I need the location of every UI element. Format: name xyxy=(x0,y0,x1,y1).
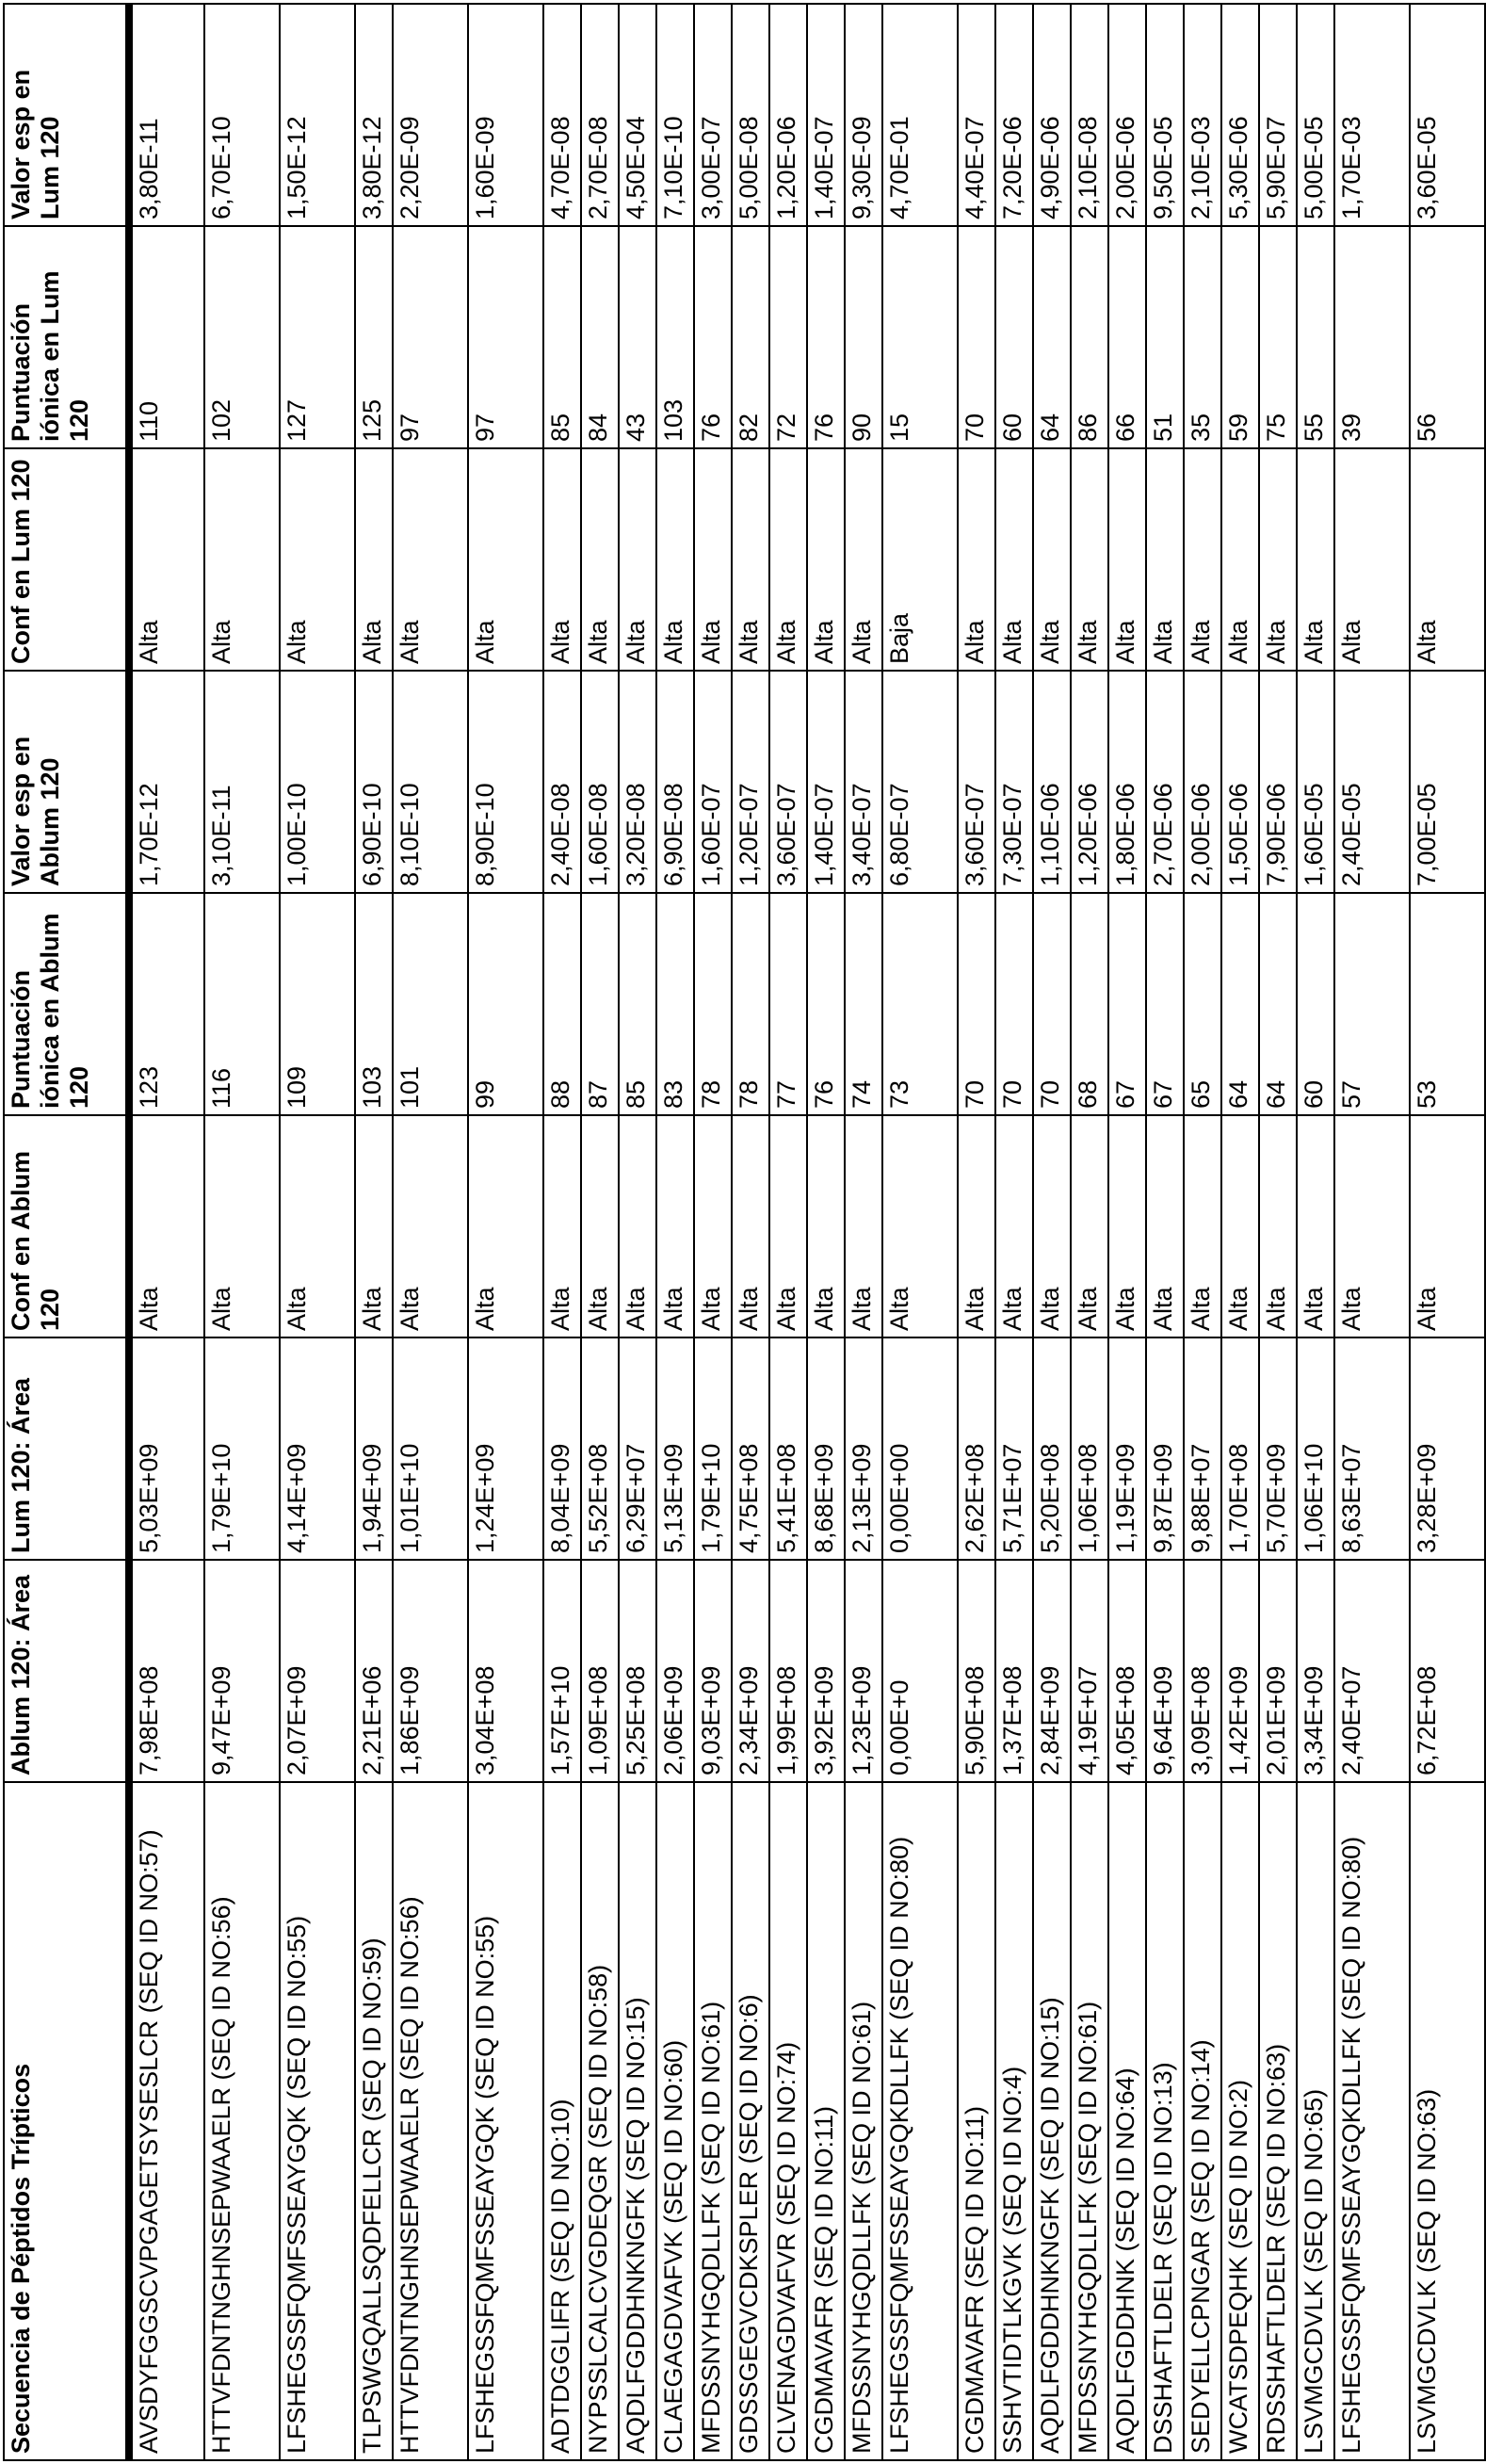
column-header: Secuencia de Péptidos Trípticos xyxy=(4,1782,129,2460)
table-cell: 53 xyxy=(1410,893,1485,1115)
table-cell: Alta xyxy=(845,1115,882,1337)
table-cell: 109 xyxy=(280,893,355,1115)
table-cell: 1,60E-09 xyxy=(468,4,543,226)
table-row xyxy=(958,4,995,2460)
table-cell: 1,20E-06 xyxy=(769,4,807,226)
table-cell: 4,90E-06 xyxy=(1033,4,1071,226)
table-cell: LFSHEGSSFQMFSSEAYGQKDLLFK (SEQ ID NO:80) xyxy=(1334,1782,1410,2460)
table-cell: 97 xyxy=(468,226,543,448)
table-cell: MFDSSNYHGQDLLFK (SEQ ID NO:61) xyxy=(1071,1782,1108,2460)
table-cell: Alta xyxy=(882,1115,958,1337)
table-cell: 1,20E-07 xyxy=(732,671,769,893)
table-cell: 5,70E+09 xyxy=(1259,1337,1297,1560)
table-row xyxy=(280,4,355,2460)
table-cell: 7,98E+08 xyxy=(129,1560,204,1782)
table-cell: 76 xyxy=(807,893,845,1115)
table-cell: AQDLFGDDHNK (SEQ ID NO:64) xyxy=(1108,1782,1146,2460)
table-cell: 5,13E+09 xyxy=(656,1337,694,1560)
table-cell: CLAEGAGDVAFVK (SEQ ID NO:60) xyxy=(656,1782,694,2460)
table-cell: 3,10E-11 xyxy=(204,671,280,893)
table-cell: 1,10E-06 xyxy=(1033,671,1071,893)
table-cell: 1,60E-08 xyxy=(581,671,619,893)
table-cell: 59 xyxy=(1221,226,1259,448)
table-cell: LFSHEGSSFQMFSSEAYGQK (SEQ ID NO:55) xyxy=(468,1782,543,2460)
table-cell: Alta xyxy=(393,1115,468,1337)
table-cell: 82 xyxy=(732,226,769,448)
table-cell: Alta xyxy=(1033,448,1071,671)
table-cell: 1,06E+08 xyxy=(1071,1337,1108,1560)
table-cell: 67 xyxy=(1108,893,1146,1115)
table-cell: 5,00E-08 xyxy=(732,4,769,226)
table-cell: 3,80E-11 xyxy=(129,4,204,226)
table-cell: 1,94E+09 xyxy=(355,1337,393,1560)
table-cell: Alta xyxy=(807,448,845,671)
table-cell: 1,00E-10 xyxy=(280,671,355,893)
table-cell: 9,50E-05 xyxy=(1146,4,1184,226)
table-cell: Alta xyxy=(1146,1115,1184,1337)
table-cell: 2,13E+09 xyxy=(845,1337,882,1560)
table-cell: 39 xyxy=(1334,226,1410,448)
table-cell: Alta xyxy=(129,1115,204,1337)
table-cell: 6,80E-07 xyxy=(882,671,958,893)
table-cell: 6,70E-10 xyxy=(204,4,280,226)
table-cell: 8,10E-10 xyxy=(393,671,468,893)
table-cell: 83 xyxy=(656,893,694,1115)
table-cell: 1,70E-03 xyxy=(1334,4,1410,226)
table-cell: 102 xyxy=(204,226,280,448)
table-cell: Alta xyxy=(1221,1115,1259,1337)
table-cell: 2,70E-06 xyxy=(1146,671,1184,893)
table-cell: 1,60E-05 xyxy=(1297,671,1334,893)
table-row xyxy=(581,4,619,2460)
table-row xyxy=(204,4,280,2460)
table-cell: 2,00E-06 xyxy=(1108,4,1146,226)
table-cell: Alta xyxy=(656,1115,694,1337)
table-cell: 84 xyxy=(581,226,619,448)
table-cell: 57 xyxy=(1334,893,1410,1115)
table-cell: Alta xyxy=(1297,1115,1334,1337)
table-cell: Alta xyxy=(581,1115,619,1337)
table-cell: 4,19E+07 xyxy=(1071,1560,1108,1782)
table-cell: 1,24E+09 xyxy=(468,1337,543,1560)
table-cell: ADTDGGLIFR (SEQ ID NO:10) xyxy=(543,1782,581,2460)
table-cell: LFSHEGSSFQMFSSEAYGQK (SEQ ID NO:55) xyxy=(280,1782,355,2460)
table-cell: 101 xyxy=(393,893,468,1115)
table-cell: 3,80E-12 xyxy=(355,4,393,226)
table-cell: CLVENAGDVAFVR (SEQ ID NO:74) xyxy=(769,1782,807,2460)
table-cell: 0,00E+00 xyxy=(882,1337,958,1560)
table-row xyxy=(619,4,656,2460)
table-cell: 123 xyxy=(129,893,204,1115)
table-cell: 3,60E-07 xyxy=(958,671,995,893)
table-cell: Alta xyxy=(393,448,468,671)
table-cell: 4,40E-07 xyxy=(958,4,995,226)
table-cell: 9,47E+09 xyxy=(204,1560,280,1782)
table-cell: 7,00E-05 xyxy=(1410,671,1485,893)
table-cell: 60 xyxy=(1297,893,1334,1115)
column-header: Ablum 120: Área xyxy=(4,1560,129,1782)
table-cell: Alta xyxy=(958,448,995,671)
table-cell: CGDMAVAFR (SEQ ID NO:11) xyxy=(958,1782,995,2460)
table-cell: 2,20E-09 xyxy=(393,4,468,226)
table-cell: 70 xyxy=(958,226,995,448)
table-cell: 1,70E-12 xyxy=(129,671,204,893)
table-cell: 43 xyxy=(619,226,656,448)
table-row xyxy=(656,4,694,2460)
table-cell: AVSDYFGGSCVPGAGETSYSESLCR (SEQ ID NO:57) xyxy=(129,1782,204,2460)
table-row xyxy=(694,4,732,2460)
table-cell: 55 xyxy=(1297,226,1334,448)
table-cell: 5,20E+08 xyxy=(1033,1337,1071,1560)
table-cell: 5,00E-05 xyxy=(1297,4,1334,226)
table-cell: 103 xyxy=(355,893,393,1115)
table-cell: 70 xyxy=(1033,893,1071,1115)
table-cell: 1,50E-12 xyxy=(280,4,355,226)
table-cell: Alta xyxy=(1410,1115,1485,1337)
table-cell: 2,70E-08 xyxy=(581,4,619,226)
table-cell: Baja xyxy=(882,448,958,671)
table-row xyxy=(1071,4,1108,2460)
table-cell: 6,72E+08 xyxy=(1410,1560,1485,1782)
table-cell: Alta xyxy=(694,1115,732,1337)
table-cell: 99 xyxy=(468,893,543,1115)
table-cell: 8,68E+09 xyxy=(807,1337,845,1560)
table-cell: 15 xyxy=(882,226,958,448)
table-cell: 127 xyxy=(280,226,355,448)
table-cell: 87 xyxy=(581,893,619,1115)
table-cell: 64 xyxy=(1221,893,1259,1115)
table-cell: 2,40E-05 xyxy=(1334,671,1410,893)
table-cell: 76 xyxy=(694,226,732,448)
table-cell: 1,79E+10 xyxy=(694,1337,732,1560)
table-cell: 3,92E+09 xyxy=(807,1560,845,1782)
table-cell: 1,19E+09 xyxy=(1108,1337,1146,1560)
table-cell: Alta xyxy=(1334,1115,1410,1337)
table-cell: Alta xyxy=(1184,1115,1221,1337)
table-cell: 5,30E-06 xyxy=(1221,4,1259,226)
table-cell: 5,90E-07 xyxy=(1259,4,1297,226)
table-cell: Alta xyxy=(543,448,581,671)
table-cell: 2,62E+08 xyxy=(958,1337,995,1560)
table-cell: Alta xyxy=(732,1115,769,1337)
table-cell: 73 xyxy=(882,893,958,1115)
table-cell: 2,40E-08 xyxy=(543,671,581,893)
table-cell: Alta xyxy=(355,448,393,671)
table-cell: 103 xyxy=(656,226,694,448)
table-cell: 68 xyxy=(1071,893,1108,1115)
table-cell: 3,20E-08 xyxy=(619,671,656,893)
table-cell: 85 xyxy=(543,226,581,448)
table-cell: 3,04E+08 xyxy=(468,1560,543,1782)
table-cell: 2,84E+09 xyxy=(1033,1560,1071,1782)
table-cell: 1,23E+09 xyxy=(845,1560,882,1782)
table-row xyxy=(1184,4,1221,2460)
table-cell: 1,09E+08 xyxy=(581,1560,619,1782)
table-cell: SEDYELLCPNGAR (SEQ ID NO:14) xyxy=(1184,1782,1221,2460)
table-cell: 78 xyxy=(732,893,769,1115)
table-cell: Alta xyxy=(619,1115,656,1337)
table-cell: 8,90E-10 xyxy=(468,671,543,893)
table-cell: 9,30E-09 xyxy=(845,4,882,226)
table-cell: 9,88E+07 xyxy=(1184,1337,1221,1560)
table-cell: 2,21E+06 xyxy=(355,1560,393,1782)
table-cell: Alta xyxy=(1259,448,1297,671)
table-cell: GDSSGEGVCDKSPLER (SEQ ID NO:6) xyxy=(732,1782,769,2460)
table-cell: 4,05E+08 xyxy=(1108,1560,1146,1782)
table-cell: 7,10E-10 xyxy=(656,4,694,226)
table-cell: 2,40E+07 xyxy=(1334,1560,1410,1782)
table-cell: 3,28E+09 xyxy=(1410,1337,1485,1560)
table-cell: 1,60E-07 xyxy=(694,671,732,893)
table-cell: 4,75E+08 xyxy=(732,1337,769,1560)
column-header: Conf en Lum 120 xyxy=(4,448,129,671)
table-cell: NYPSSLCALCVGDEQGR (SEQ ID NO:58) xyxy=(581,1782,619,2460)
table-cell: 67 xyxy=(1146,893,1184,1115)
column-header: Puntuación iónica en Ablum 120 xyxy=(4,893,129,1115)
table-cell: 4,70E-08 xyxy=(543,4,581,226)
table-cell: 7,30E-07 xyxy=(995,671,1033,893)
table-cell: Alta xyxy=(995,448,1033,671)
table-cell: 1,57E+10 xyxy=(543,1560,581,1782)
table-cell: 3,60E-05 xyxy=(1410,4,1485,226)
table-cell: Alta xyxy=(958,1115,995,1337)
table-cell: 56 xyxy=(1410,226,1485,448)
table-cell: 1,06E+10 xyxy=(1297,1337,1334,1560)
table-row xyxy=(1259,4,1297,2460)
table-cell: RDSSHAFTLDELR (SEQ ID NO:63) xyxy=(1259,1782,1297,2460)
table-cell: 4,70E-01 xyxy=(882,4,958,226)
column-header: Puntuación iónica en Lum 120 xyxy=(4,226,129,448)
table-body xyxy=(129,4,1485,2460)
table-cell: Alta xyxy=(204,1115,280,1337)
table-cell: MFDSSNYHGQDLLFK (SEQ ID NO:61) xyxy=(694,1782,732,2460)
table-cell: 72 xyxy=(769,226,807,448)
table-cell: 5,90E+08 xyxy=(958,1560,995,1782)
table-row xyxy=(1108,4,1146,2460)
table-cell: 2,10E-03 xyxy=(1184,4,1221,226)
table-cell: 86 xyxy=(1071,226,1108,448)
table-cell: 7,90E-06 xyxy=(1259,671,1297,893)
table-cell: Alta xyxy=(1297,448,1334,671)
table-cell: 60 xyxy=(995,226,1033,448)
table-cell: 97 xyxy=(393,226,468,448)
table-cell: Alta xyxy=(1071,448,1108,671)
table-cell: 75 xyxy=(1259,226,1297,448)
table-cell: 6,29E+07 xyxy=(619,1337,656,1560)
table-cell: Alta xyxy=(694,448,732,671)
table-cell: 66 xyxy=(1108,226,1146,448)
table-cell: Alta xyxy=(619,448,656,671)
table-cell: Alta xyxy=(1221,448,1259,671)
table-cell: 116 xyxy=(204,893,280,1115)
table-cell: Alta xyxy=(1071,1115,1108,1337)
table-cell: 0,00E+0 xyxy=(882,1560,958,1782)
table-cell: 2,07E+09 xyxy=(280,1560,355,1782)
table-cell: 9,03E+09 xyxy=(694,1560,732,1782)
table-cell: 1,42E+09 xyxy=(1221,1560,1259,1782)
table-cell: 2,01E+09 xyxy=(1259,1560,1297,1782)
table-cell: 1,79E+10 xyxy=(204,1337,280,1560)
table-cell: 6,90E-08 xyxy=(656,671,694,893)
table-cell: CGDMAVAFR (SEQ ID NO:11) xyxy=(807,1782,845,2460)
table-cell: Alta xyxy=(1334,448,1410,671)
table-cell: 2,10E-08 xyxy=(1071,4,1108,226)
table-cell: 5,25E+08 xyxy=(619,1560,656,1782)
table-cell: Alta xyxy=(1184,448,1221,671)
table-cell: 1,99E+08 xyxy=(769,1560,807,1782)
table-cell: 88 xyxy=(543,893,581,1115)
table-cell: Alta xyxy=(1410,448,1485,671)
table-cell: MFDSSNYHGQDLLFK (SEQ ID NO:61) xyxy=(845,1782,882,2460)
table-cell: 3,60E-07 xyxy=(769,671,807,893)
table-cell: Alta xyxy=(1146,448,1184,671)
table-cell: 1,40E-07 xyxy=(807,671,845,893)
table-cell: 1,37E+08 xyxy=(995,1560,1033,1782)
table-cell: 5,41E+08 xyxy=(769,1337,807,1560)
table-cell: 5,52E+08 xyxy=(581,1337,619,1560)
table-cell: 1,86E+09 xyxy=(393,1560,468,1782)
table-cell: 3,40E-07 xyxy=(845,671,882,893)
table-cell: 4,14E+09 xyxy=(280,1337,355,1560)
table-row xyxy=(845,4,882,2460)
table-cell: Alta xyxy=(1259,1115,1297,1337)
table-cell: 77 xyxy=(769,893,807,1115)
table-cell: Alta xyxy=(204,448,280,671)
table-cell: 7,20E-06 xyxy=(995,4,1033,226)
table-cell: LFSHEGSSFQMFSSEAYGQKDLLFK (SEQ ID NO:80) xyxy=(882,1782,958,2460)
table-cell: LSVMGCDVLK (SEQ ID NO:63) xyxy=(1410,1782,1485,2460)
table-cell: WCATSDPEQHK (SEQ ID NO:2) xyxy=(1221,1782,1259,2460)
table-cell: AQDLFGDDHNKNGFK (SEQ ID NO:15) xyxy=(619,1782,656,2460)
table-cell: 9,64E+09 xyxy=(1146,1560,1184,1782)
table-cell: 76 xyxy=(807,226,845,448)
table-cell: 1,70E+08 xyxy=(1221,1337,1259,1560)
table-cell: 5,71E+07 xyxy=(995,1337,1033,1560)
table-row xyxy=(468,4,543,2460)
table-cell: 2,06E+09 xyxy=(656,1560,694,1782)
column-header: Valor esp en Lum 120 xyxy=(4,4,129,226)
table-cell: SSHVTIDTLKGVK (SEQ ID NO:4) xyxy=(995,1782,1033,2460)
table-row xyxy=(807,4,845,2460)
column-header: Lum 120: Área xyxy=(4,1337,129,1560)
table-row xyxy=(882,4,958,2460)
table-cell: Alta xyxy=(468,1115,543,1337)
table-cell: 3,00E-07 xyxy=(694,4,732,226)
table-cell: Alta xyxy=(1033,1115,1071,1337)
table-cell: Alta xyxy=(355,1115,393,1337)
column-header: Valor esp en Ablum 120 xyxy=(4,671,129,893)
table-cell: Alta xyxy=(1108,448,1146,671)
table-cell: 74 xyxy=(845,893,882,1115)
table-cell: 64 xyxy=(1259,893,1297,1115)
table-cell: 1,80E-06 xyxy=(1108,671,1146,893)
table-row xyxy=(769,4,807,2460)
table-row xyxy=(1297,4,1334,2460)
table-cell: AQDLFGDDHNKNGFK (SEQ ID NO:15) xyxy=(1033,1782,1071,2460)
table-cell: TLPSWGQALLSQDFELLCR (SEQ ID NO:59) xyxy=(355,1782,393,2460)
table-cell: Alta xyxy=(769,1115,807,1337)
table-cell: 78 xyxy=(694,893,732,1115)
table-cell: Alta xyxy=(807,1115,845,1337)
table-cell: 65 xyxy=(1184,893,1221,1115)
table-cell: 1,20E-06 xyxy=(1071,671,1108,893)
table-row xyxy=(393,4,468,2460)
table-cell: Alta xyxy=(995,1115,1033,1337)
table-cell: 5,03E+09 xyxy=(129,1337,204,1560)
table-cell: 90 xyxy=(845,226,882,448)
table-cell: Alta xyxy=(543,1115,581,1337)
table-cell: 4,50E-04 xyxy=(619,4,656,226)
table-row xyxy=(543,4,581,2460)
table-row xyxy=(1410,4,1485,2460)
table-row xyxy=(1221,4,1259,2460)
table-cell: 35 xyxy=(1184,226,1221,448)
column-header: Conf en Ablum 120 xyxy=(4,1115,129,1337)
table-cell: 8,04E+09 xyxy=(543,1337,581,1560)
table-cell: 1,50E-06 xyxy=(1221,671,1259,893)
table-cell: 6,90E-10 xyxy=(355,671,393,893)
table-cell: 85 xyxy=(619,893,656,1115)
table-cell: 3,09E+08 xyxy=(1184,1560,1221,1782)
table-cell: Alta xyxy=(656,448,694,671)
table-cell: 51 xyxy=(1146,226,1184,448)
table-row xyxy=(1033,4,1071,2460)
table-cell: 1,01E+10 xyxy=(393,1337,468,1560)
table-cell: 1,40E-07 xyxy=(807,4,845,226)
header-row xyxy=(4,4,129,2460)
table-cell: Alta xyxy=(581,448,619,671)
table-row xyxy=(355,4,393,2460)
table-cell: Alta xyxy=(732,448,769,671)
table-row xyxy=(129,4,204,2460)
table-row xyxy=(732,4,769,2460)
table-cell: 70 xyxy=(958,893,995,1115)
table-cell: 9,87E+09 xyxy=(1146,1337,1184,1560)
table-cell: 2,00E-06 xyxy=(1184,671,1221,893)
table-cell: Alta xyxy=(769,448,807,671)
table-cell: 8,63E+07 xyxy=(1334,1337,1410,1560)
table-cell: Alta xyxy=(280,1115,355,1337)
table-row xyxy=(995,4,1033,2460)
table-cell: 2,34E+09 xyxy=(732,1560,769,1782)
table-cell: 125 xyxy=(355,226,393,448)
table-cell: 64 xyxy=(1033,226,1071,448)
table-cell: Alta xyxy=(468,448,543,671)
peptide-table xyxy=(3,3,1486,2461)
table-cell: HTTVFDNTNGHNSEPWAAELR (SEQ ID NO:56) xyxy=(393,1782,468,2460)
table-row xyxy=(1334,4,1410,2460)
table-cell: Alta xyxy=(845,448,882,671)
table-cell: HTTVFDNTNGHNSEPWAAELR (SEQ ID NO:56) xyxy=(204,1782,280,2460)
table-cell: LSVMGCDVLK (SEQ ID NO:65) xyxy=(1297,1782,1334,2460)
table-cell: Alta xyxy=(129,448,204,671)
table-cell: Alta xyxy=(280,448,355,671)
table-cell: DSSHAFTLDELR (SEQ ID NO:13) xyxy=(1146,1782,1184,2460)
table-cell: 70 xyxy=(995,893,1033,1115)
table-row xyxy=(1146,4,1184,2460)
table-cell: Alta xyxy=(1108,1115,1146,1337)
table-cell: 110 xyxy=(129,226,204,448)
table-cell: 3,34E+09 xyxy=(1297,1560,1334,1782)
